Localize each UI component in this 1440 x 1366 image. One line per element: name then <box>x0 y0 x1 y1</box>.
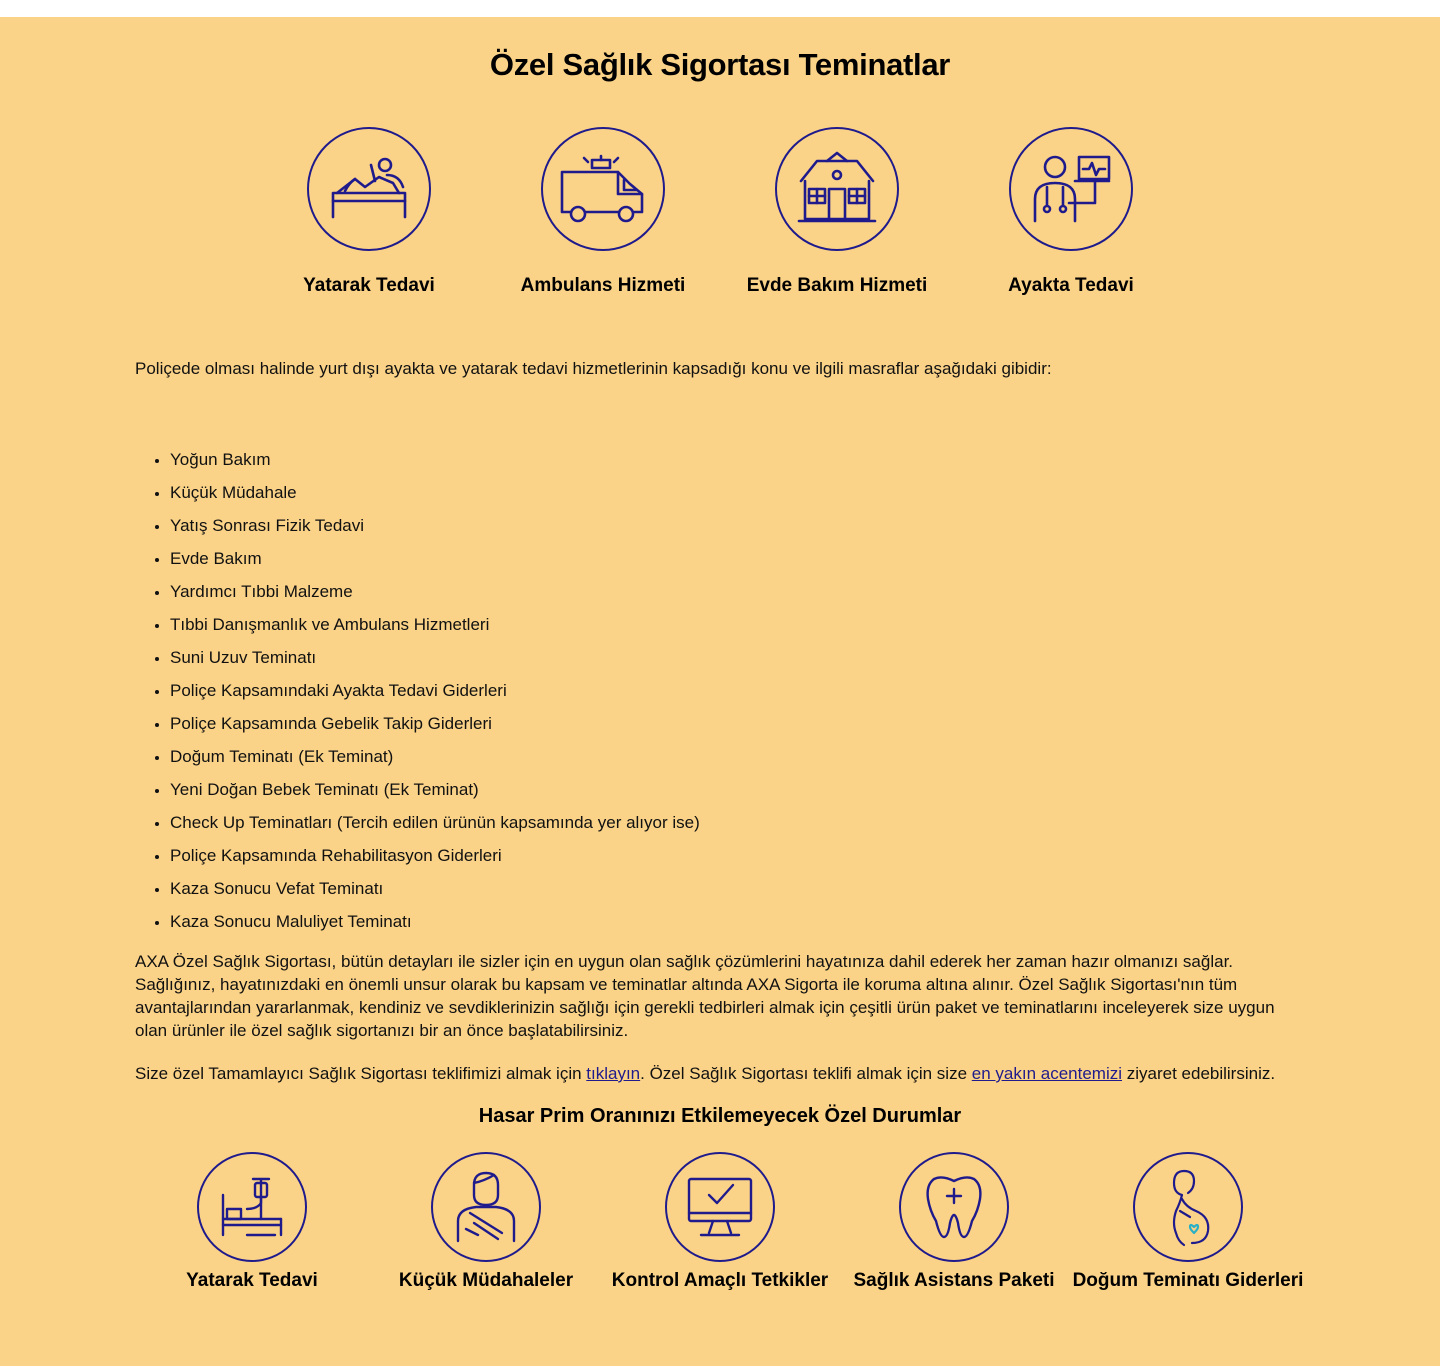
special-card-health-assistance <box>837 1152 1071 1293</box>
coverage-list <box>135 443 1305 938</box>
coverage-label: Evde Bakım Hizmeti <box>746 275 928 296</box>
special-card-inpatient <box>135 1152 369 1293</box>
coverage-card-inpatient <box>252 127 486 298</box>
list-item: • Küçük Müdahale <box>170 476 1305 509</box>
list-item: • Suni Uzuv Teminatı <box>170 641 1305 674</box>
list-item: • Poliçe Kapsamındaki Ayakta Tedavi Giderleri <box>170 674 1305 707</box>
list-item: • Check Up Teminatları (Tercih edilen ürünün kapsamında yer alıyor ise) <box>170 806 1305 839</box>
page-title: Özel Sağlık Sigortası Teminatlar <box>489 47 951 82</box>
nearest-agency-link[interactable]: en yakın acentemizi <box>971 1064 1123 1083</box>
special-card-check-tests <box>603 1152 837 1293</box>
arm-sling-icon <box>431 1152 541 1262</box>
top-icon-row <box>0 127 1440 298</box>
coverage-card-ambulance <box>486 127 720 298</box>
list-item: • Tıbbi Danışmanlık ve Ambulans Hizmetleri <box>170 608 1305 641</box>
description-paragraph: AXA Özel Sağlık Sigortası, bütün detayları ile sizler için en uygun olan sağlık çözümlerini hayatınıza dahil ederek her zaman hazır olmanızı sağlar. Sağlığınız, hayatınızdaki en önemli unsur olarak bu kapsam ve teminatlar altında AXA Sigorta ile koruma altına alınır. Özel Sağlık Sigortası'nın tüm avantajlarından yararlanmak, kendiniz ve sevdiklerinizin sağlığı için gerekli tedbirleri almak için çeşitli ürün paket ve teminatlarını inceleyerek size uygun olan ürünler ile özel sağlık sigortanızı bir an önce başlatabilirsiniz. <box>135 952 1275 1040</box>
offer-text-2: . Özel Sağlık Sigortası teklifi almak için size <box>640 1064 972 1083</box>
offer-paragraph <box>135 1062 1305 1085</box>
special-label: Yatarak Tedavi <box>186 1270 318 1291</box>
ambulance-icon <box>541 127 665 251</box>
coverage-section <box>0 17 1440 1366</box>
list-item: • Poliçe Kapsamında Gebelik Takip Giderleri <box>170 707 1305 740</box>
offer-text-1: Size özel Tamamlayıcı Sağlık Sigortası teklifimizi almak için <box>135 1064 587 1083</box>
coverage-label: Yatarak Tedavi <box>303 275 435 296</box>
coverage-card-outpatient <box>954 127 1188 298</box>
pregnant-woman-icon <box>1133 1152 1243 1262</box>
doctor-monitor-icon <box>1009 127 1133 251</box>
special-card-birth-coverage <box>1071 1152 1305 1293</box>
hospital-bed-drip-icon <box>197 1152 307 1262</box>
intro-text: Poliçede olması halinde yurt dışı ayakta ve yatarak tedavi hizmetlerinin kapsadığı konu ve ilgili masraflar aşağıdaki gibidir: <box>135 359 1052 378</box>
special-label: Kontrol Amaçlı Tetkikler <box>611 1270 829 1291</box>
list-item: • Doğum Teminatı (Ek Teminat) <box>170 740 1305 773</box>
bottom-icon-row <box>0 1152 1440 1293</box>
list-item: • Kaza Sonucu Maluliyet Teminatı <box>170 905 1305 938</box>
monitor-check-icon <box>665 1152 775 1262</box>
list-item: • Yardımcı Tıbbi Malzeme <box>170 575 1305 608</box>
list-item: • Yatış Sonrası Fizik Tedavi <box>170 509 1305 542</box>
offer-link-click-here[interactable]: tıklayın <box>586 1064 641 1083</box>
house-icon <box>775 127 899 251</box>
top-white-bar <box>0 0 1440 17</box>
list-item: • Yeni Doğan Bebek Teminatı (Ek Teminat) <box>170 773 1305 806</box>
offer-text-3: ziyaret edebilirsiniz. <box>1122 1064 1276 1083</box>
coverage-label: Ambulans Hizmeti <box>520 275 686 296</box>
tooth-icon <box>899 1152 1009 1262</box>
special-label: Doğum Teminatı Giderleri <box>1072 1270 1304 1291</box>
special-card-minor-interventions <box>369 1152 603 1293</box>
coverage-card-home-care <box>720 127 954 298</box>
coverage-label: Ayakta Tedavi <box>1008 275 1134 296</box>
special-label: Küçük Müdahaleler <box>398 1270 574 1291</box>
special-label: Sağlık Asistans Paketi <box>853 1270 1055 1291</box>
list-item: • Poliçe Kapsamında Rehabilitasyon Giderleri <box>170 839 1305 872</box>
list-item: • Kaza Sonucu Vefat Teminatı <box>170 872 1305 905</box>
special-cases-title: Hasar Prim Oranınızı Etkilemeyecek Özel Durumlar <box>478 1105 962 1127</box>
list-item: • Evde Bakım <box>170 542 1305 575</box>
content-body <box>0 357 1440 1128</box>
list-item: • Yoğun Bakım <box>170 443 1305 476</box>
hospital-bed-icon <box>307 127 431 251</box>
